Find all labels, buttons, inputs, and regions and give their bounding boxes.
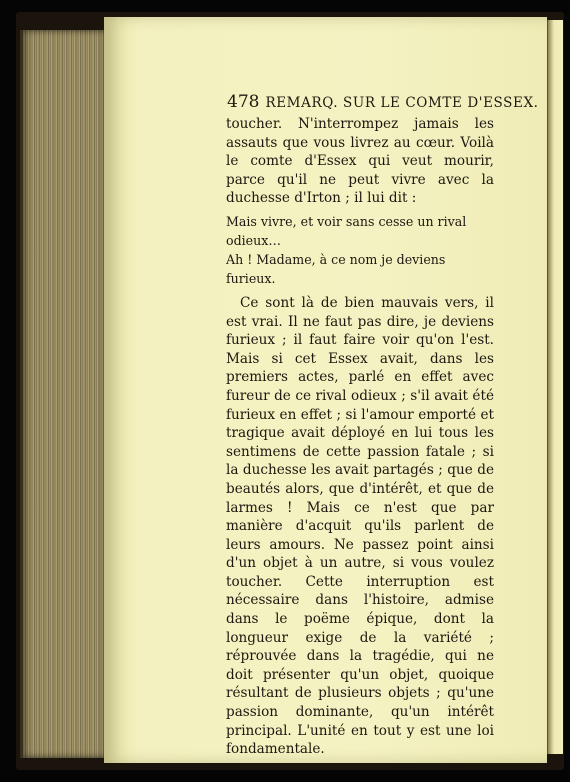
paragraph-1: toucher. N'interrompez jamais les assauts que vous livrez au cœur. Voilà le comte d'Essex qui veut mourir, parce qu'il ne peut vivre avec la duchesse d'Irton ; il lui dit : [226,116,494,207]
verse-quote [226,212,494,288]
verse-line-2: Ah ! Madame, à ce nom je deviens furieux. [226,251,446,286]
verse-line-1: Mais vivre, et voir sans cesse un rival odieux… [226,213,467,248]
page-number: 478 [227,92,260,112]
page-edges [20,30,111,758]
paragraph-2: Ce sont là de bien mauvais vers, il est vrai. Il ne faut pas dire, je deviens furieux ; il faut faire voir qu'on l'est. Mais si cet Essex avait, dans les premiers actes, parlé en effet avec fureur de ce rival odieux ; s'il avait été furieux en effet ; si l'amour emporté et tragique avait déployé en lui tous les sentimens de cette passion fatale ; si la duchesse les avait partagés ; que de beautés alors, que d'intérêt, et que de larmes ! Mais ce n'est que par manière d'acquit qu'ils parlent de leurs amours. Ne passez point ainsi d'un objet à un autre, si vous voulez toucher. Cette interruption est nécessaire dans l'histoire, admise dans le poëme épique, dont la longueur exige de la variété ; réprouvée dans la tragédie, qui ne doit présenter qu'un objet, quoique résultant de plusieurs objets ; qu'une passion dominante, qu'un intérêt principal. L'unité en tout y est une loi fondamentale. [226,294,494,758]
running-header [227,92,539,112]
next-page-edge [547,20,563,754]
running-head-title: REMARQ. SUR LE COMTE D'ESSEX. [265,95,539,111]
body-text [226,115,494,759]
